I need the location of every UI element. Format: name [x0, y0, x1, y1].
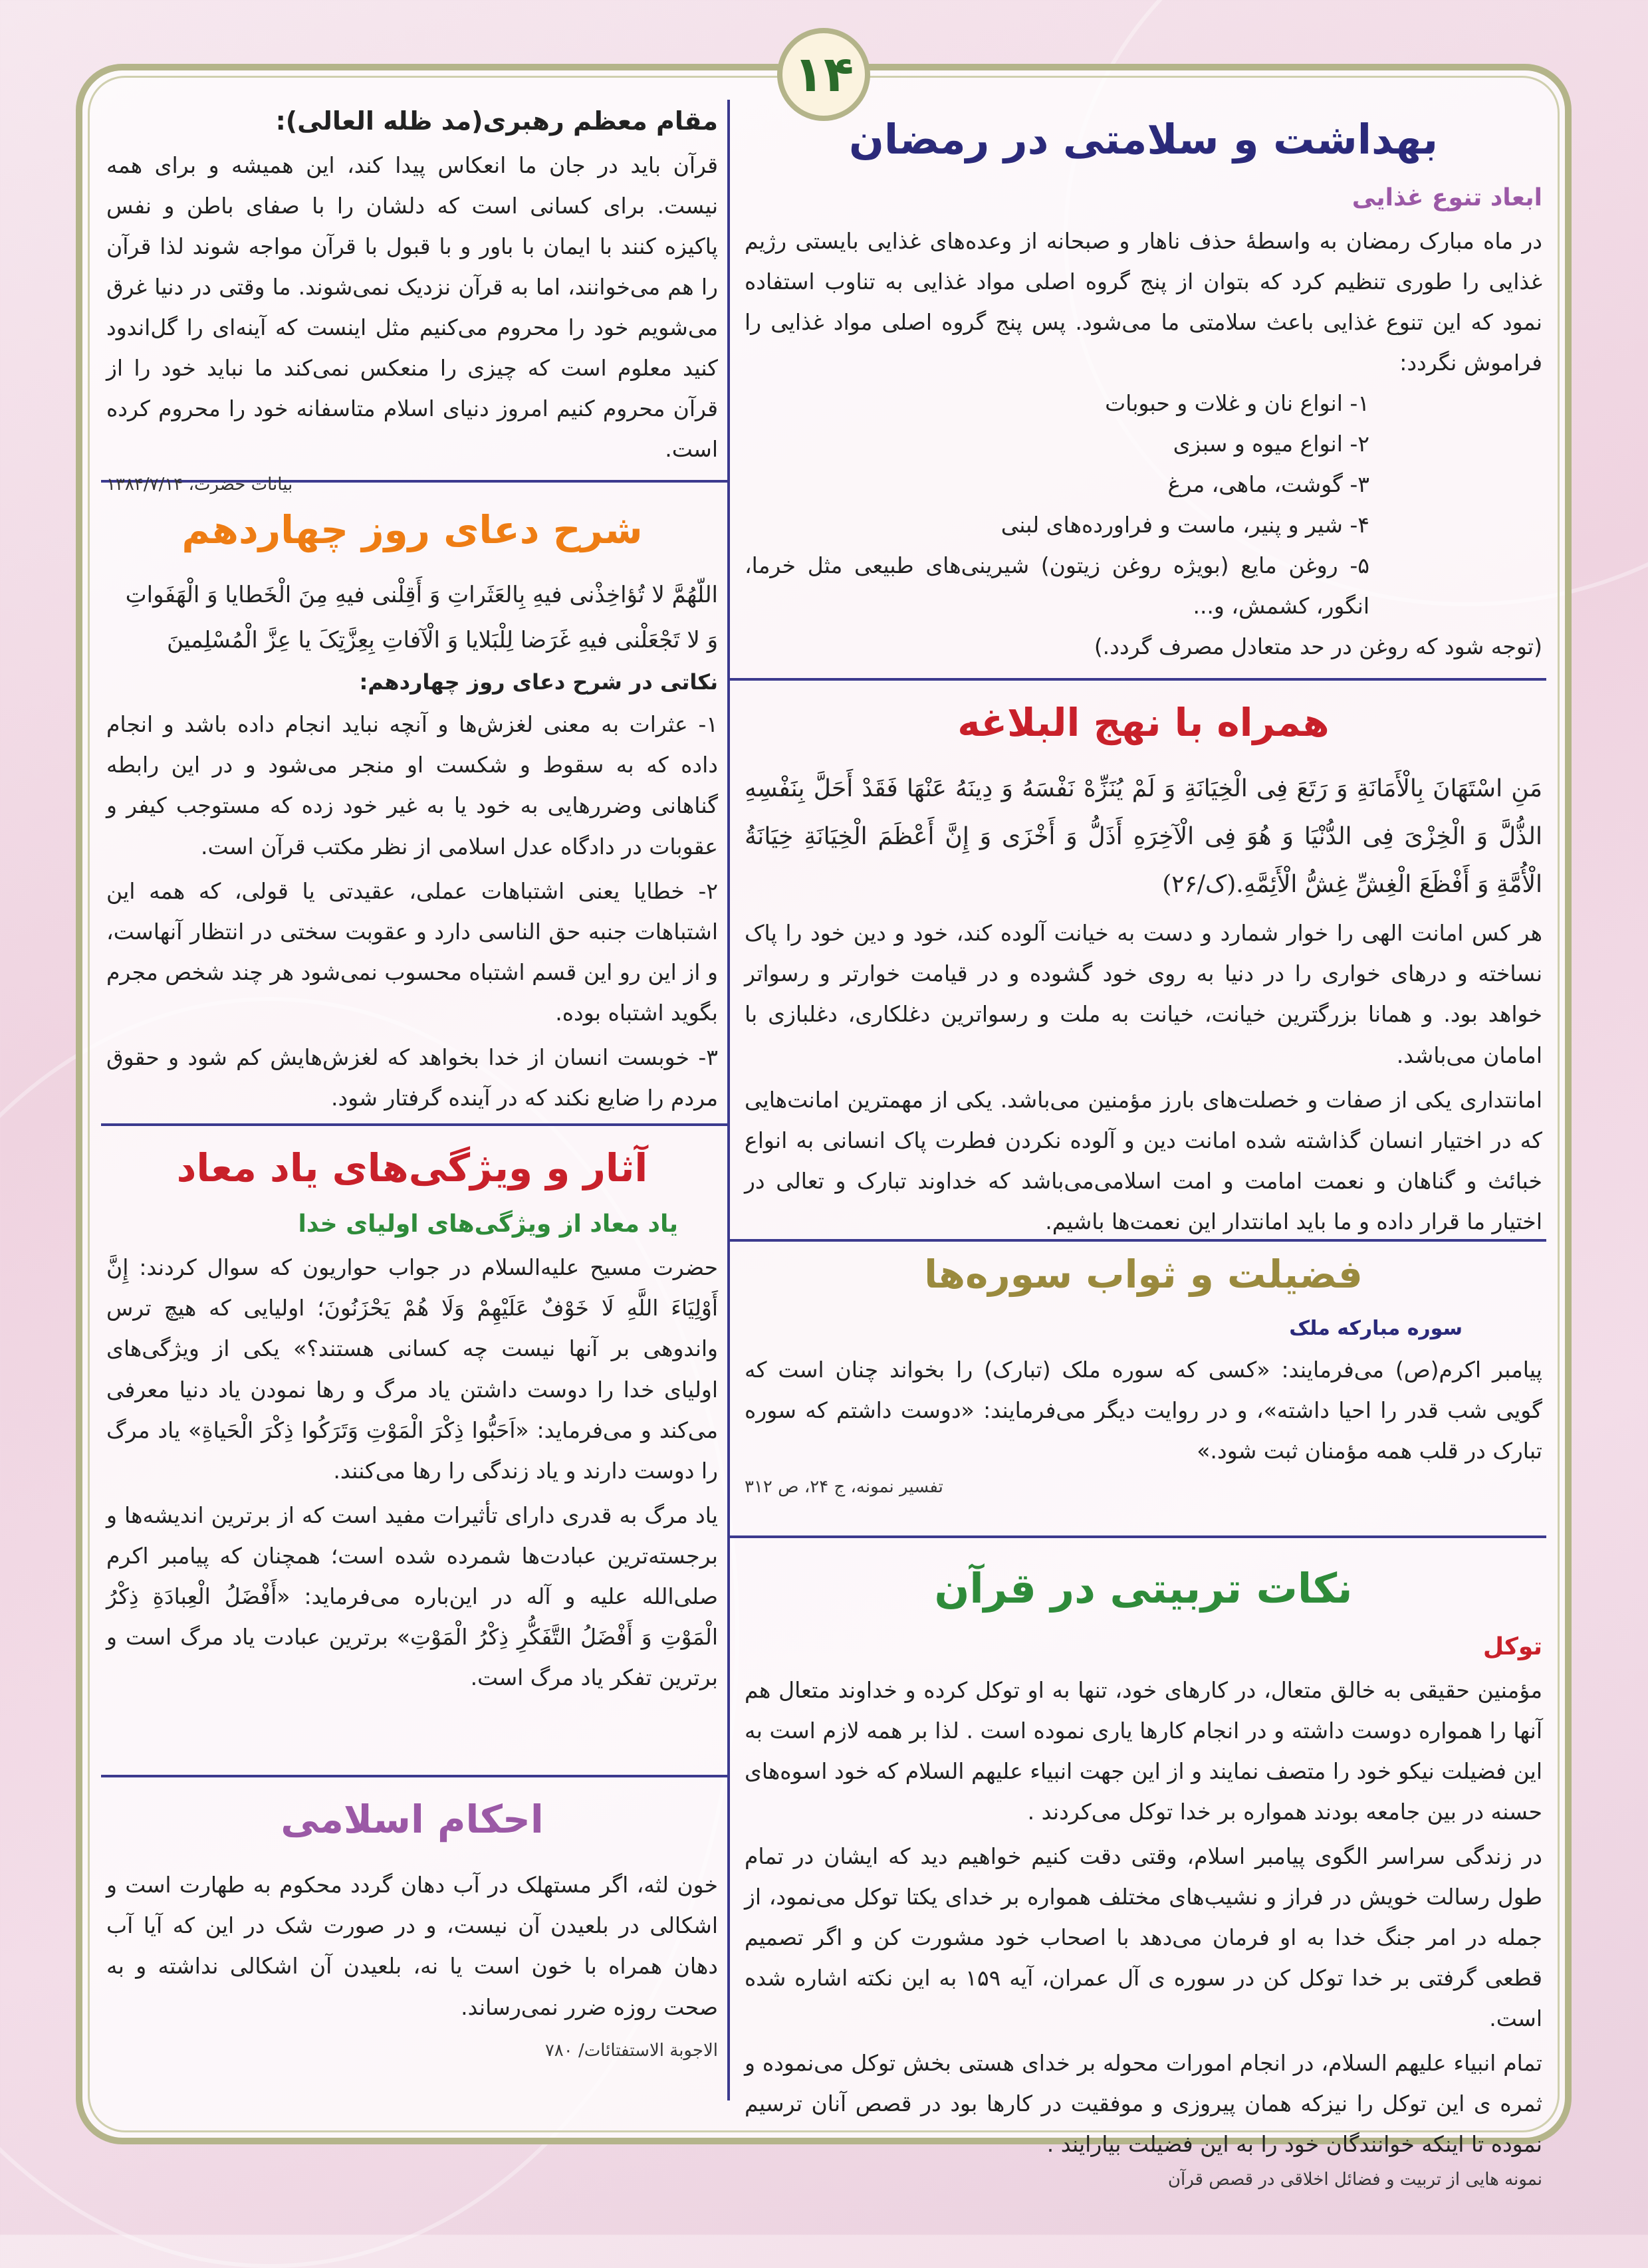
- section-subtitle: یاد معاد از ویژگی‌های اولیای خدا: [298, 1210, 678, 1238]
- paragraph: تمام انبیاء علیهم السلام، در انجام امورات محوله بر خدای هستی بخش توکل می‌نموده و ثمره ی این توکل را نیزکه همان پیروزی و موفقیت در کارها بود در قصص آنان ترسیم نموده تا اینکه خوانندگان خود را به این فضیلت بیارایند .: [745, 2050, 1542, 2158]
- list-item: ۳- گوشت، ماهی، مرغ: [1167, 471, 1369, 497]
- section-title: همراه با نهج البلاغه: [957, 700, 1330, 745]
- food-group-list: [745, 383, 1542, 626]
- arabic-quote: مَنِ اسْتَهَانَ بِالْأَمَانَةِ وَ رَتَعَ فِی الْخِیَانَةِ وَ لَمْ یُنَزِّهْ نَفْسَهُ وَ دِینَهُ عَنْهَا فَقَدْ أَحَلَّ بِنَفْسِهِ الذُّلَّ وَ الْخِزْیَ فِی الدُّنْیَا وَ هُوَ فِی الْآخِرَهِ أَذَلُّ وَ أَخْزَی وَ إِنَّ أَعْظَمَ الْخِیَانَةِ خِیَانَةُ الْأُمَّةِ وَ أَفْظَعَ الْغِشِّ غِشُّ الْأَئِمَّهِ.(ک/۲۶): [745, 775, 1542, 899]
- dua-section: [106, 505, 718, 1122]
- maad-section: [106, 1143, 718, 1702]
- paragraph-group: [745, 1670, 1542, 2165]
- paragraph-group: [106, 704, 718, 1117]
- arabic-dua-line: وَ لا تَجْعَلْنی فیهِ غَرَضا لِلْبَلایا وَ الْآفاتِ بِعِزَّتِکَ یا عِزَّ الْمُسْلِمینَ: [167, 627, 718, 654]
- page-number-badge: ۱۴: [777, 28, 870, 121]
- section-title: فضیلت و ثواب سوره‌ها: [924, 1252, 1363, 1297]
- paragraph: خون لثه، اگر مستهلک در آب دهان گردد محکوم به طهارت است و اشکالی در بلعیدن آن نیست، و در صورت شک در این که آیا آب دهان همراه با خون است یا نه، بلعیدن آن اشکالی نداشته و به صحت روزه ضرر نمی‌رساند.: [106, 1872, 718, 2020]
- section-subtitle: ابعاد تنوع غذایی: [1352, 183, 1542, 211]
- section-title: بهداشت و سلامتی در رمضان: [848, 115, 1439, 164]
- paragraph: حضرت مسیح علیه‌السلام در جواب حواریون که سوال کردند: إِنَّ أَوْلِیَاءَ اللَّهِ لَا خَوْفٌ عَلَیْهِمْ وَلَا هُمْ یَحْزَنُونَ؛ اولیایی که هیچ ترس واندوهی بر آنها نیست چه کسانی هستند؟» یکی از ویژگی‌های اولیای خدا را دوست داشتن یاد مرگ و رها نمودن یاد دنیا معرفی می‌کند و می‌فرماید: «اَحَبُّوا ذِکْرَ الْمَوْتِ وَتَرَکُوا ذِکْرَ الْحَیاةِ» یاد مرگ را دوست دارند و یاد زندگی را رها می‌کنند.: [106, 1254, 718, 1484]
- section-divider: [101, 1775, 727, 1777]
- paragraph: یاد مرگ به قدری دارای تأثیرات مفید است که از برترین اندیشه‌ها و برجسته‌ترین عبادت‌ها شمرده شده است؛ همچنان که پیامبر اکرم صلی‌الله علیه و آله در این‌باره می‌فرماید: «أَفْضَلُ الْعِبادَةِ ذِکْرُ الْمَوْتِ وَ أَفْضَلُ التَّفَکُّرِ ذِکْرُ الْمَوْتِ» برترین عبادت یاد مرگ است و برترین تفکر یاد مرگ است.: [106, 1502, 718, 1690]
- section-divider: [730, 678, 1546, 681]
- paragraph-group: [106, 1247, 718, 1698]
- paragraph: مؤمنین حقیقی به خالق متعال، در کارهای خود، تنها به او توکل کرده و خداوند متعال هم آنها را همواره دوست داشته و در انجام کارها یاری نموده است . لذا بر همه لازم است به این فضیلت نیکو خود را متصف نمایند و از این جهت انبیاء علیهم السلام که خود اسوه‌های حسنه در بین جامعه بودند همواره بر خدا توکل می‌کردند .: [745, 1676, 1542, 1825]
- ahkam-section: [106, 1795, 718, 2061]
- paragraph: هر کس امانت الهی را خوار شمارد و دست به خیانت آلوده کند، خود و دین خود را پاک نساخته و درهای خواری را در دنیا به روی خود گشوده و در قیامت خوارتر و رسواتر خواهد بود. و همانا بزرگترین خیانت، خیانت به ملت و رسواترین دغلکاری، دغلبازی با امامان می‌باشد.: [745, 920, 1542, 1068]
- arabic-dua-line: اللّهُمَّ لا تُؤاخِذْنی فیهِ بِالعَثَراتِ وَ أَقِلْنی فیهِ مِنَ الْخَطایا وَ الْهَفَواتِ: [125, 582, 718, 609]
- source-reference: تفسیر نمونه، ج ۲۴، ص ۳۱۲: [745, 1476, 943, 1497]
- column-divider: [727, 100, 730, 2100]
- paragraph: ۲- خطایا یعنی اشتباهات عملی، عقیدتی یا قولی، که همه این اشتباهات جنبه حق الناسی دارد و عقوبت سختی در انتظار آنهاست، و از این رو این قسم اشتباه محسوب نمی‌شود هر چند شخص مجرم بگوید اشتباه بوده.: [106, 877, 718, 1026]
- paragraph: در ماه مبارک رمضان به واسطهٔ حذف ناهار و صبحانه از وعده‌های غذایی بایستی رژیم غذایی را طوری تنظیم کرد که بتوان از پنج گروه اصلی مواد غذایی به تناوب استفاده نمود که این تنوع غذایی باعث سلامتی ما می‌شود. پس پنج گروه اصلی مواد غذایی را فراموش نگردد:: [745, 227, 1542, 376]
- section-title: احکام اسلامی: [281, 1797, 544, 1842]
- section-heading: مقام معظم رهبری(مد ظله العالی):: [275, 106, 718, 136]
- paragraph: ۱- عثرات به معنی لغزش‌ها و آنچه نباید انجام داده باشد و انجام داده که به سقوط و شکست او منجر می‌شود و در این رابطه گناهانی وضررهایی به خود یا به غیر خود زده که مستوجب کیفر و عقوبات در دادگاه عدل اسلامی از نظر مکتب قرآن است.: [106, 711, 718, 859]
- quran-section: [745, 1562, 1542, 2190]
- paragraph: ۳- خوبست انسان از خدا بخواهد که لغزش‌هایش کم شود و حقوق مردم را ضایع نکند که در آینده گرفتار شود.: [106, 1044, 718, 1111]
- leader-quote-section: [106, 106, 718, 495]
- section-title: آثار و ویژگی‌های یاد معاد: [176, 1145, 648, 1191]
- section-subtitle: توکل: [1482, 1633, 1542, 1660]
- paragraph-group: [745, 913, 1542, 1241]
- paragraph: قرآن باید در جان ما انعکاس پیدا کند، این همیشه و برای همه نیست. برای کسانی است که دلشان را با صفای باطن و نفس پاکیزه کنند با ایمان با باور و با قبول با قرآن مواجه شوند لذا قرآن را هم می‌خوانند، اما به قرآن نزدیک نمی‌شوند. ما وقتی در دنیا غرق می‌شویم خود را محروم می‌کنیم مثل اینست که آینه‌ای را گل‌اندود کنید معلوم است که چیزی را منعکس نمی‌کند ما نباید خود را از قرآن محروم کنیم امروز دنیای اسلام متاسفانه خود را محروم کرده است.: [106, 152, 718, 463]
- source-reference: الاجوبة الاستفتائات/ ۷۸۰: [544, 2040, 718, 2061]
- source-reference: بیانات حضرت، ۱۳۸۴/۷/۱۴: [106, 475, 293, 495]
- section-subtitle: نکاتی در شرح دعای روز چهاردهم:: [359, 669, 718, 695]
- note: (توجه شود که روغن در حد متعادل مصرف گردد.): [1094, 633, 1542, 660]
- section-divider: [101, 1123, 727, 1126]
- health-section: [745, 113, 1542, 667]
- section-title: شرح دعای روز چهاردهم: [181, 507, 643, 552]
- paragraph: امانتداری یکی از صفات و خصلت‌های بارز مؤمنین می‌باشد. یکی از مهمترین امانت‌هایی که در اختیار انسان گذاشته شده امانت دین و آلوده نکردن فطرت پاک انسانی به انواع خبائث و گناهان و نعمت امامت و امت اسلامی‌می‌باشد که خداوند تبارک و تعالی در اختیار ما قرار داده و ما باید امانتدار این نعمت‌ها باشیم.: [745, 1086, 1542, 1234]
- paragraph: در زندگی سراسر الگوی پیامبر اسلام، وقتی دقت کنیم خواهیم دید که ایشان در تمام طول رسالت خویش در فراز و نشیب‌های مختلف همواره بر خدای یکتا توکل می‌نمود، از جمله در امر جنگ خدا به او فرمان می‌دهد با اصحاب خود مشورت کن و اگر تصمیم قطعی گرفتی بر خدا توکل کن در سوره ی آل عمران، آیه ۱۵۹ به این نکته اشاره شده است.: [745, 1843, 1542, 2031]
- list-item: ۱- انواع نان و غلات و حبوبات: [1105, 390, 1369, 416]
- source-reference: نمونه هایی از تربیت و فضائل اخلاقی در قصص قرآن: [1167, 2170, 1542, 2190]
- list-item: ۲- انواع میوه و سبزی: [1173, 430, 1369, 457]
- section-divider: [730, 1535, 1546, 1538]
- section-subtitle: سوره مبارکه ملک: [1289, 1317, 1463, 1341]
- list-item: ۵- روغن مایع (بویژه روغن زیتون) شیرینی‌های طبیعی مثل خرما، انگور، کشمش، و...: [745, 552, 1369, 620]
- paragraph: پیامبر اکرم(ص) می‌فرمایند: «کسی که سوره ملک (تبارک) را بخواند چنان است که گویی شب قدر را احیا داشته»، و در روایت دیگر می‌فرمایند: «دوست داشتم که سوره تبارک در قلب همه مؤمنان ثبت شود.»: [745, 1357, 1542, 1464]
- list-item: ۴- شیر و پنیر، ماست و فراورده‌های لبنی: [1001, 511, 1369, 538]
- surah-section: [745, 1250, 1542, 1497]
- section-title: نکات تربیتی در قرآن: [934, 1564, 1353, 1613]
- nahj-section: [745, 698, 1542, 1246]
